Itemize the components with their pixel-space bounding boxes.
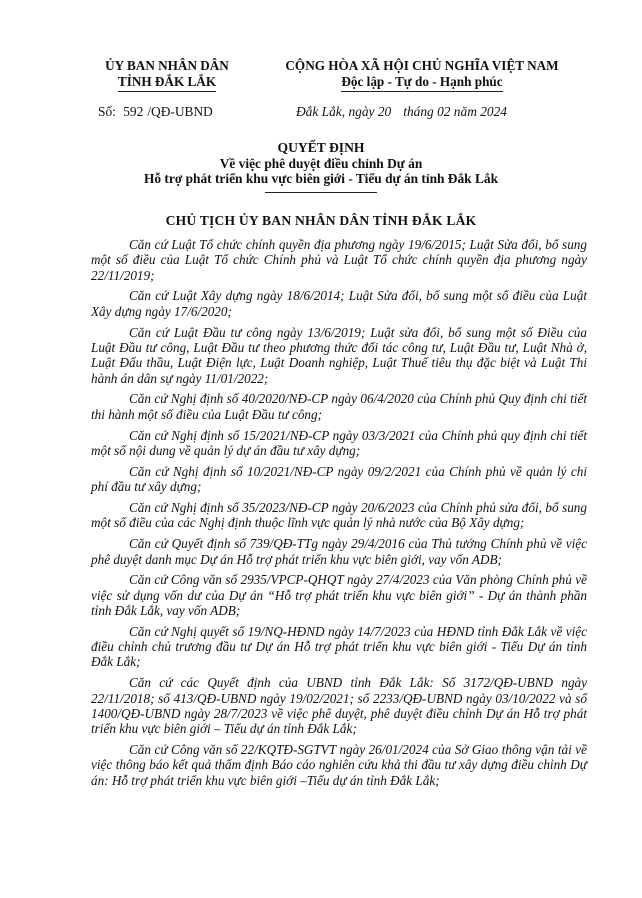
issuing-authority: CHỦ TỊCH ỦY BAN NHÂN DÂN TỈNH ĐẮK LẮK xyxy=(165,213,477,228)
national-motto: Độc lập - Tự do - Hạnh phúc xyxy=(341,74,502,92)
agency-line-2: TỈNH ĐẮK LẮK xyxy=(118,74,216,92)
basis-paragraph: Căn cứ Luật Đầu tư công ngày 13/6/2019; Luật sửa đổi, bổ sung một số Điều của Luật Đầu tư công, Luật Đầu tư theo phương thức đối tác công tư, Luật Đầu tư, Luật Nhà ở, Luật Đấu thầu, Luật Điện lực, Luật Doanh nghiệp, Luật Thuế tiêu thụ đặc biệt và Luật Thi hành án dân sự ngày 11/01/2022; xyxy=(91,324,587,386)
subject-line-1: Về việc phê duyệt điều chỉnh Dự án xyxy=(219,156,423,171)
document-number xyxy=(98,104,213,120)
title-divider xyxy=(265,192,377,193)
nation-name: CỘNG HÒA XÃ HỘI CHỦ NGHĨA VIỆT NAM xyxy=(285,58,559,73)
agency-line-1: ỦY BAN NHÂN DÂN xyxy=(105,58,229,73)
decision-title-block xyxy=(0,140,642,193)
basis-paragraph: Căn cứ Luật Tổ chức chính quyền địa phương ngày 19/6/2015; Luật Sửa đổi, bổ sung một số điều của Luật Tổ chức Chính phủ và Luật Tổ chức chính quyền địa phương ngày 22/11/2019; xyxy=(91,237,587,283)
place-and-date xyxy=(296,104,507,120)
subject-line-2: Hỗ trợ phát triển khu vực biên giới - Tiểu dự án tỉnh Đắk Lắk xyxy=(143,171,499,186)
date-month-year: tháng 02 năm 2024 xyxy=(403,104,507,119)
date-day: 20 xyxy=(377,104,392,119)
basis-paragraph: Căn cứ Nghị quyết số 19/NQ-HĐND ngày 14/7/2023 của HĐND tỉnh Đắk Lắk về việc điều chỉnh chủ trương đầu tư Dự án Hỗ trợ phát triển khu vực biên giới - Tiểu Dự án tỉnh Đắk Lắk; xyxy=(91,623,587,670)
national-header xyxy=(272,58,572,92)
doc-number-prefix: Số: xyxy=(98,104,116,119)
issuing-agency xyxy=(84,58,250,92)
basis-paragraph: Căn cứ Nghị định số 40/2020/NĐ-CP ngày 06/4/2020 của Chính phủ Quy định chi tiết thi hành một số điều của Luật Đầu tư công; xyxy=(91,391,587,422)
document-type: QUYẾT ĐỊNH xyxy=(277,140,365,155)
basis-paragraph: Căn cứ Quyết định số 739/QĐ-TTg ngày 29/4/2016 của Thủ tướng Chính phủ về việc phê duyệt danh mục Dự án Hỗ trợ phát triển khu vực biên giới, vay vốn ADB; xyxy=(91,536,587,567)
basis-paragraph: Căn cứ Công văn số 2935/VPCP-QHQT ngày 27/4/2023 của Văn phòng Chính phủ về việc sử dụng vốn dư của Dự án “Hỗ trợ phát triển khu vực biên giới” - Dự án thành phần tỉnh Đắk Lắk, vay vốn ADB; xyxy=(91,572,587,618)
doc-number-value: 592 xyxy=(123,104,144,119)
doc-number-suffix: /QĐ-UBND xyxy=(147,104,213,119)
legal-bases xyxy=(91,237,587,794)
basis-paragraph: Căn cứ Nghị định số 10/2021/NĐ-CP ngày 09/2/2021 của Chính phủ về quản lý chi phí đầu tư xây dựng; xyxy=(91,463,587,495)
basis-paragraph: Căn cứ Luật Xây dựng ngày 18/6/2014; Luật Sửa đổi, bổ sung một số điều của Luật Xây dựng ngày 17/6/2020; xyxy=(91,288,587,319)
basis-paragraph: Căn cứ Nghị định số 15/2021/NĐ-CP ngày 03/3/2021 của Chính phủ quy định chi tiết một số nội dung về quản lý dự án đầu tư xây dựng; xyxy=(91,427,587,458)
place-text: Đắk Lắk, ngày xyxy=(296,104,375,119)
basis-paragraph: Căn cứ các Quyết định của UBND tỉnh Đắk Lắk: Số 3172/QĐ-UBND ngày 22/11/2018; số 413/QĐ-UBND ngày 19/02/2021; số 2233/QĐ-UBND ngày 03/10/2022 và số 1400/QĐ-UBND ngày 28/7/2023 về việc phê duyệt, phê duyệt điều chỉnh Dự án Hỗ trợ phát triển khu vực biên giới – Tiểu dự án tỉnh Đắk Lắk; xyxy=(91,675,587,737)
basis-paragraph: Căn cứ Nghị định số 35/2023/NĐ-CP ngày 20/6/2023 của Chính phủ sửa đổi, bổ sung một số điều của các Nghị định thuộc lĩnh vực quản lý nhà nước của Bộ Xây dựng; xyxy=(91,500,587,531)
basis-paragraph: Căn cứ Công văn số 22/KQTĐ-SGTVT ngày 26/01/2024 của Sở Giao thông vận tải về việc thông báo kết quả thẩm định Báo cáo nghiên cứu khả thi đầu tư xây dựng điều chỉnh Dự án: Hỗ trợ phát triển khu vực biên giới –Tiểu dự án tỉnh Đắk Lắk; xyxy=(91,742,587,788)
